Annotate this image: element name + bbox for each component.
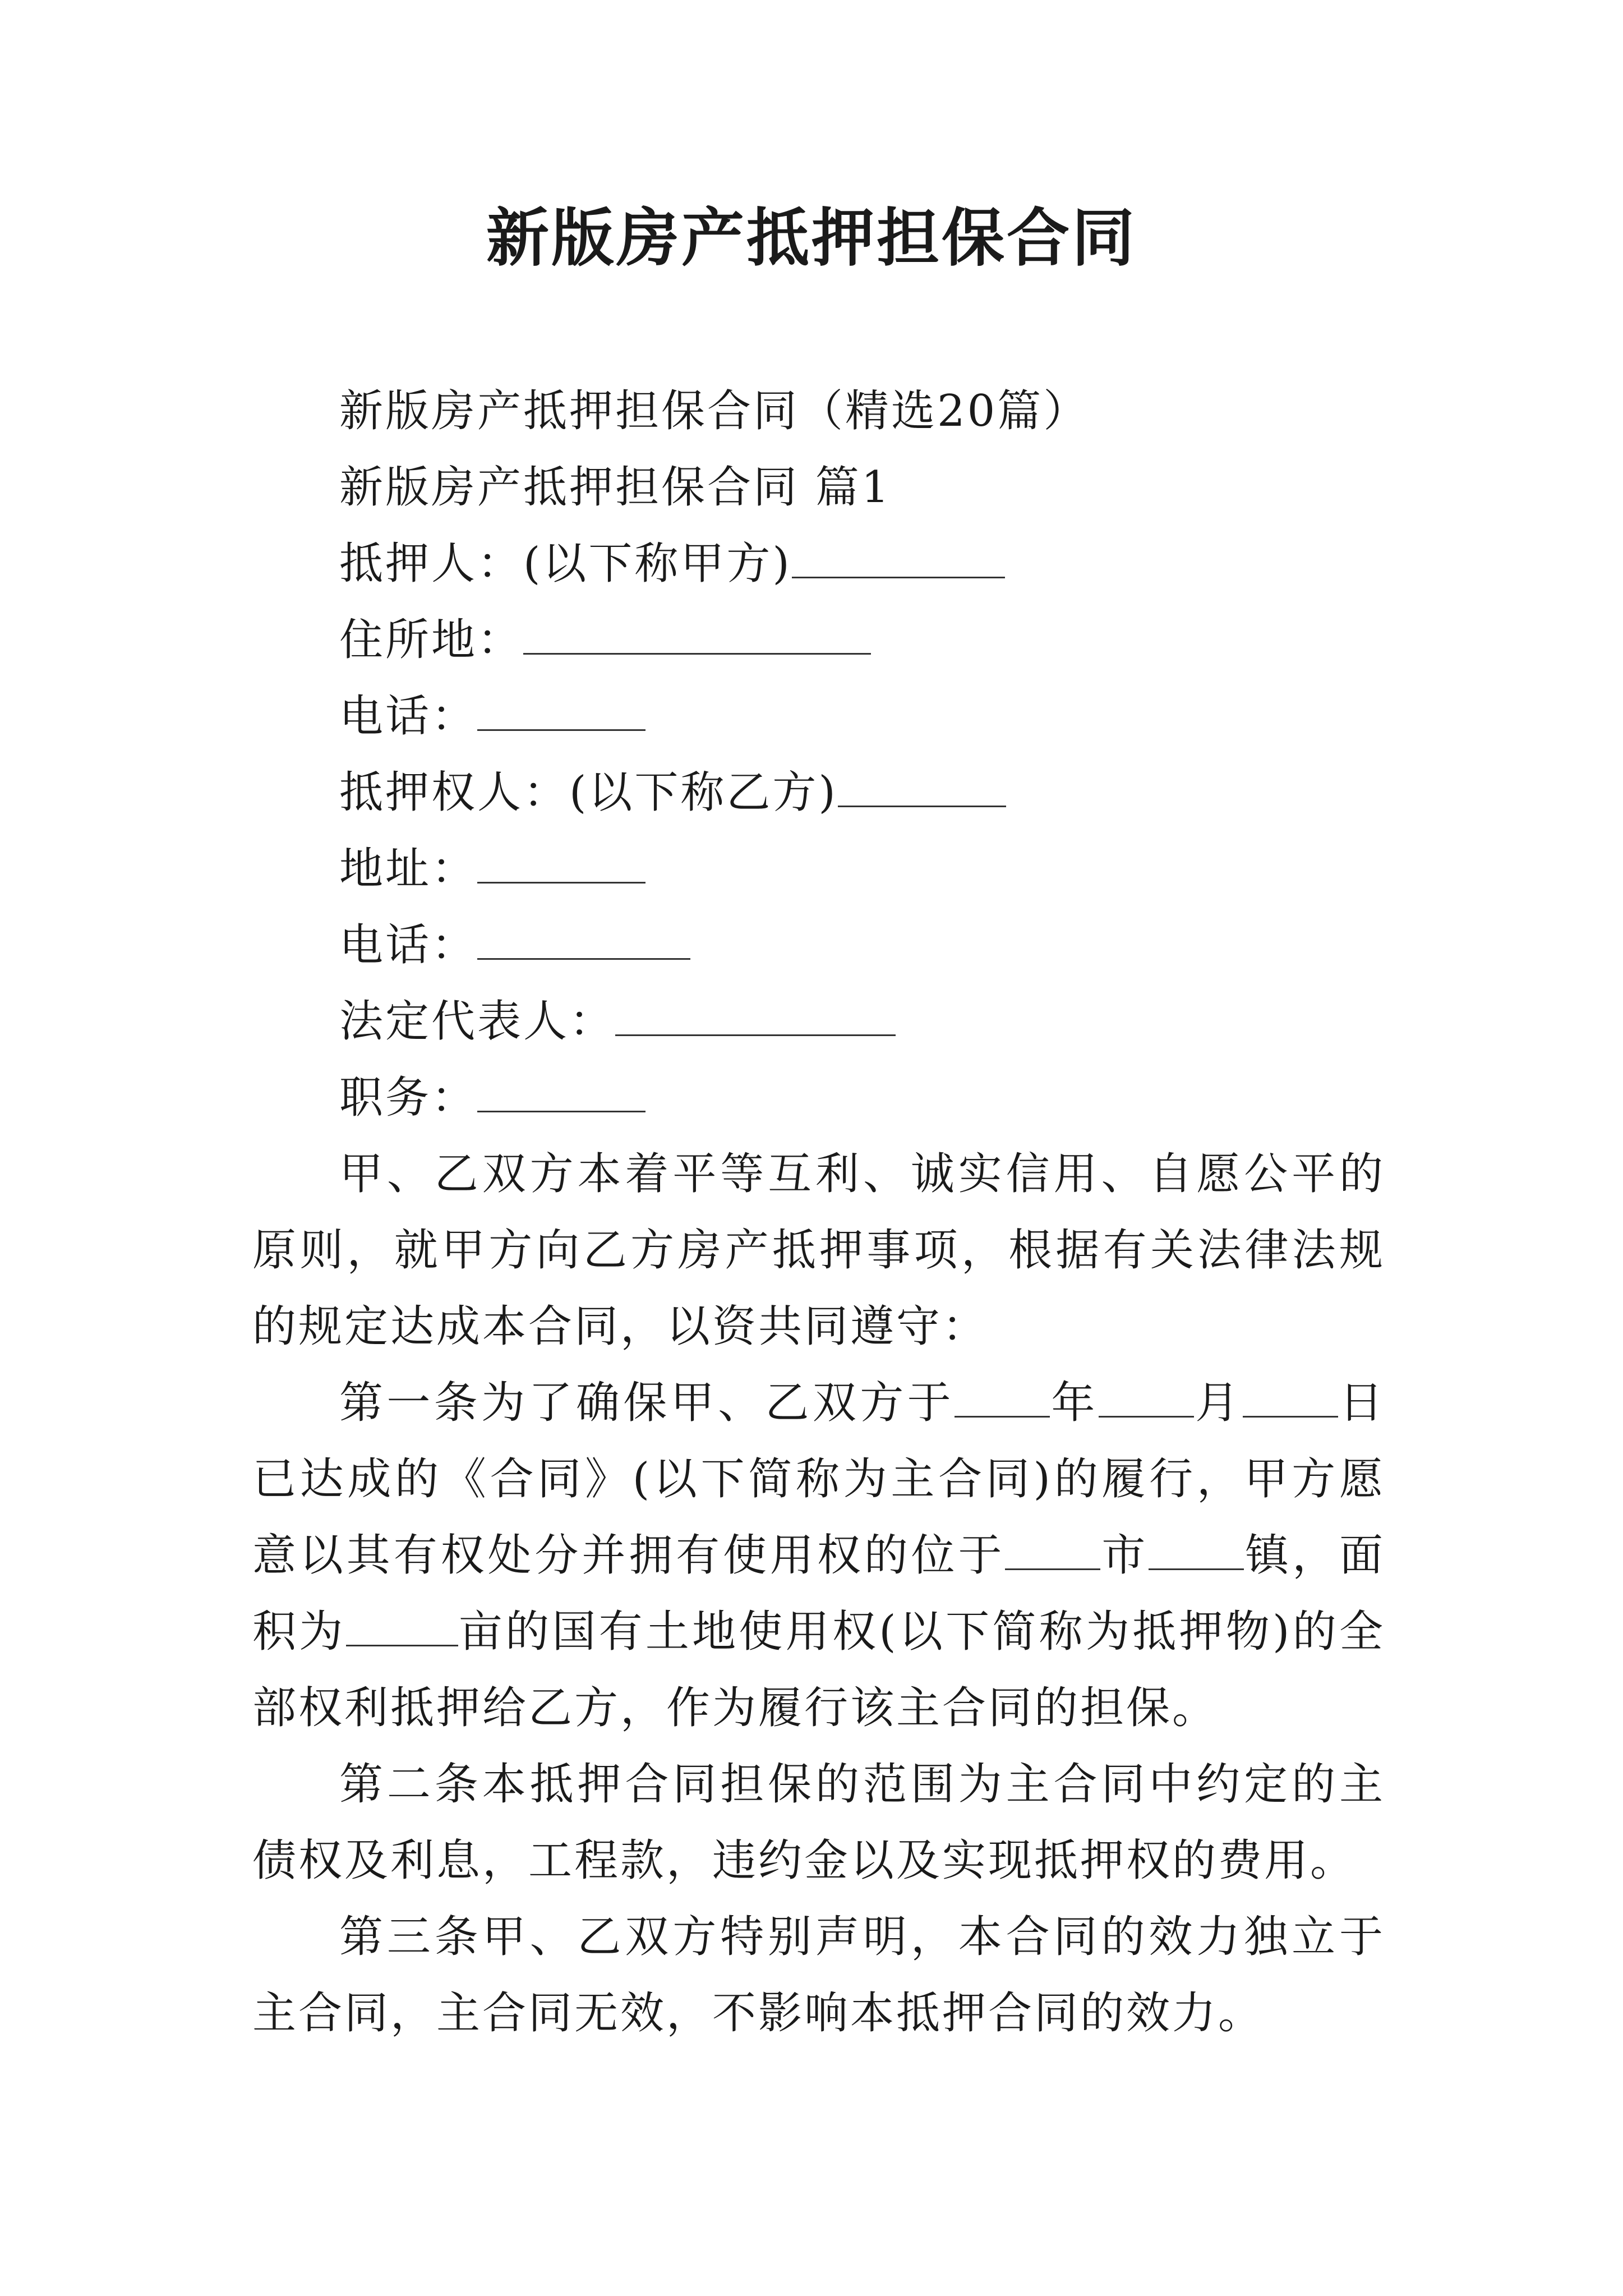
paragraph-article-1: [252, 1365, 1385, 1746]
year-blank: [955, 1377, 1050, 1418]
article-1-part-6: 镇，面积为: [252, 1530, 1385, 1657]
field-phone-2: [252, 907, 1385, 983]
field-legal-rep-label: 法定代表人：: [339, 996, 616, 1047]
field-phone-1-label: 电话：: [339, 691, 478, 742]
article-1-part-3: 月: [1193, 1378, 1243, 1428]
document-subtitle: 新版房产抵押担保合同（精选20篇）: [339, 386, 1090, 436]
mortgagor-blank: [792, 537, 1005, 578]
month-blank: [1099, 1377, 1194, 1418]
paragraph-intro: 甲、乙双方本着平等互利、诚实信用、自愿公平的原则，就甲方向乙方房产抵押事项，根据有关法律法规的规定达成本合同，以资共同遵守：: [252, 1149, 1385, 1352]
city-blank: [1005, 1529, 1100, 1570]
article-1-part-4: 日已达成的《合同》(以下简称为主合同)的履行，甲方愿意以其有权处分并拥有使用权的位于: [252, 1378, 1385, 1581]
position-blank: [477, 1071, 645, 1112]
town-blank: [1149, 1529, 1244, 1570]
field-address-label: 地址：: [339, 844, 478, 894]
day-blank: [1243, 1377, 1338, 1418]
field-residence-label: 住所地：: [339, 615, 524, 665]
field-mortgagee-label: 抵押权人：(以下称乙方): [339, 767, 838, 818]
document-title: 新版房产抵押担保合同: [486, 201, 1137, 275]
field-phone-1: [252, 678, 1385, 754]
article-1-part-5: 市: [1100, 1530, 1149, 1581]
field-residence: [252, 602, 1385, 678]
field-mortgagor-label: 抵押人：(以下称甲方): [339, 539, 792, 589]
phone-1-blank: [477, 690, 645, 731]
field-legal-rep: [252, 983, 1385, 1060]
document-body: [252, 373, 1385, 2051]
article-1-part-7: 亩的国有土地使用权(以下简称为抵押物)的全部权利抵押给乙方，作为履行该主合同的担保。: [252, 1607, 1385, 1733]
field-phone-2-label: 电话：: [339, 920, 478, 970]
article-1-part-1: 第一条为了确保甲、乙双方于: [339, 1378, 955, 1428]
residence-blank: [523, 614, 871, 655]
phone-2-blank: [477, 919, 690, 960]
field-mortgagee: [252, 754, 1385, 831]
field-position: [252, 1060, 1385, 1136]
paragraph-article-2: 第二条本抵押合同担保的范围为主合同中约定的主债权及利息，工程款，违约金以及实现抵押权的费用。: [252, 1759, 1385, 1886]
area-blank: [346, 1605, 458, 1646]
field-mortgagor: [252, 526, 1385, 602]
field-position-label: 职务：: [339, 1073, 478, 1123]
field-address: [252, 831, 1385, 907]
mortgagee-blank: [838, 766, 1006, 807]
address-blank: [477, 843, 645, 884]
paragraph-article-3: 第三条甲、乙双方特别声明，本合同的效力独立于主合同，主合同无效，不影响本抵押合同的效力。: [252, 1912, 1385, 2039]
section-heading: 新版房产抵押担保合同 篇1: [339, 462, 892, 513]
article-1-part-2: 年: [1050, 1378, 1099, 1428]
legal-rep-blank: [615, 995, 896, 1036]
